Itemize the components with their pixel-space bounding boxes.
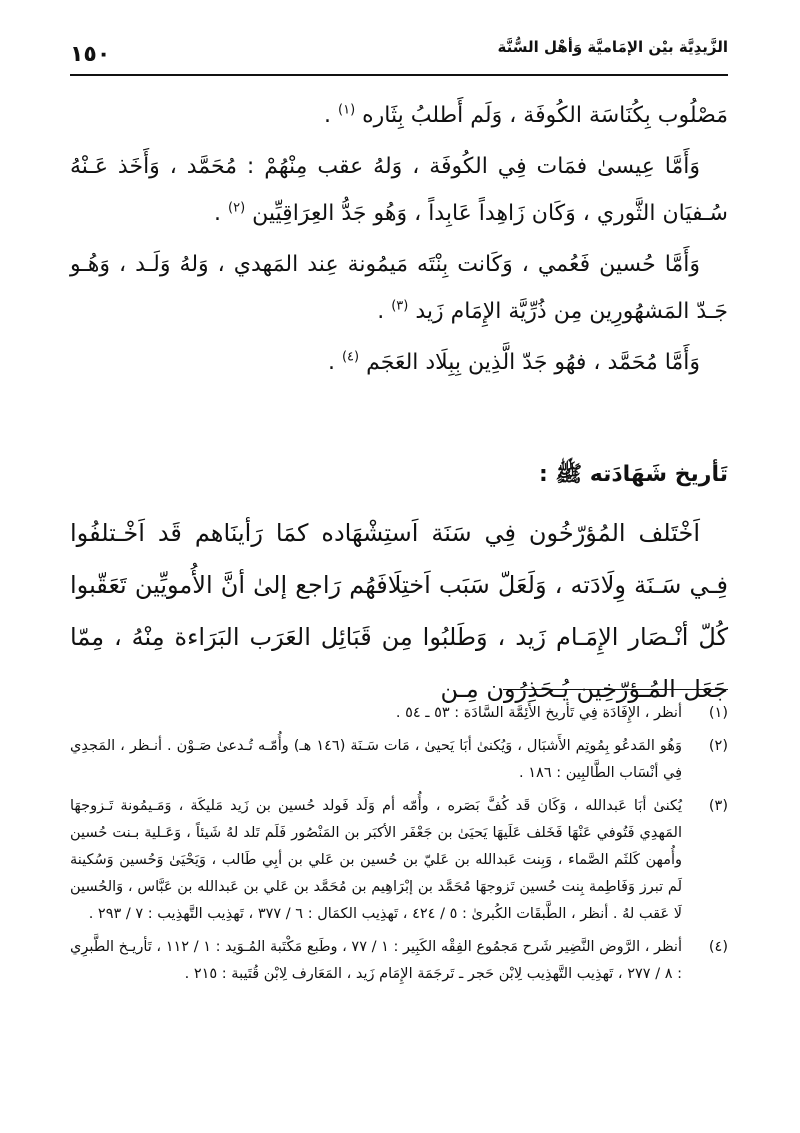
footnote-text: أنظر ، الرَّوض النَّضِير شَرح مَجمُوع الفِقْه الكَبِير : ١ / ٧٧ ، وطَبع مَكْتَبة المُـوَيد : ١ / ١١٢ ، تَأريـخ الطَّبرِي : ٨ / ٢٧٧ ، تَهذِيب التَّهذِيب لِابْن حَجر ـ تَرجَمَة الإِمَام زَيد ، المَعَارف لِابْن قُتَيبة : ٢١٥ .: [70, 939, 682, 982]
paragraph: وَأَمَّا حُسين فَعُمي ، وَكَانت بِنْتَه مَيمُونة عِند المَهدي ، وَلهُ وَلَـد ، وَهُـو جَـدّ المَشهُورِين مِن ذُرِّيَّة الإِمَام زَيد $^{(٣)}$ .: [70, 252, 728, 324]
paragraph: وَأَمَّا مُحَمَّد ، فهُو جَدّ الَّذِين بِبِلَاد العَجَم $^{(٤)}$ .: [327, 349, 700, 375]
footnote: [70, 700, 728, 727]
paragraph: اَخْتَلف المُؤرّخُون فِي سَنَة اَستِشْهَاده كمَا رَأينَاهم قَد اَخْـتلفُوا فِـي سَـنَة وِلَادَته ، وَلَعَلّ سَبَب اَختِلَافَهُم رَاجع إلىٰ أنَّ الأُمويِّين تَعَقّبوا كُلّ أنْـصَار الإِمَـام زَيد ، وَطَلبُوا مِن قَبَائِل العَرَب البَرَاءة مِنْهُ ، مِمّا جَعَل المُـؤرّخِين يُـحَذِرُون مِـن: [70, 519, 728, 703]
footnote-ref[interactable]: (١): [338, 102, 356, 118]
footnote-number: (٣): [708, 798, 728, 814]
footnote-number: (٤): [708, 939, 728, 955]
footnote: [70, 733, 728, 787]
footnotes: [70, 700, 728, 994]
footnote-separator: [503, 689, 728, 690]
footnote-text: أنظر ، الإِفَادَة فِي تَأريخ الأَئِمَّة السَّادَة : ٥٣ ـ ٥٤ .: [395, 705, 682, 721]
footnote-text: وَهُو المَدعُو بِمُوتِم الأَشبَال ، وَيُكنىٰ أبَا يَحيىٰ ، مَات سَـنَة (١٤٦ هـ) وأُمّـه تُـدعىٰ صَـوْن . أنـظر ، المَجدِي فِي أنْسَاب الطَّالبِين : ١٨٦ .: [70, 738, 682, 781]
paragraph: مَصْلُوب بِكُنَاسَة الكُوفَة ، وَلَم أَطلبُ بِثَاره $^{(١)}$ .: [324, 102, 728, 128]
section-martyrdom-date: [70, 455, 728, 715]
running-title: الزَّيدِيَّة بيْن الإمَاميَّة وَأهْل السُّنَّة: [497, 38, 728, 56]
footnote-ref[interactable]: (٤): [341, 349, 360, 365]
paragraph: وَأَمَّا عِيسىٰ فمَات فِي الكُوفَة ، وَلهُ عقب مِنْهُمْ : مُحَمَّد ، وَأَخَذ عَـنْهُ سُـفيَان الثَّوري ، وَكَان زَاهِداً عَابِداً ، وَهُو جَدُّ العِرَاقِيِّين $^{(٢)}$ .: [70, 154, 728, 226]
footnote: [70, 793, 728, 928]
running-header: [70, 32, 728, 76]
main-text: [70, 92, 728, 386]
footnote-text: يُكنىٰ أبَا عَبدالله ، وَكَان قَد كُفَّ بَصَره ، وأُمّه أم وَلَد فَولد حُسين بن زَيد مَليكَة ، وَمَـيمُونة تَـزوجهَا المَهدِي فَتُوفي عَنْهَا فَخَلف عَلَيهَا يَحيَىٰ بن جَعْفَر الأكبَر بن المَنْصُور فَلَم تَلد لهُ شَيئاً ، وَعَـلية بـنت حُسين وأُمهن كَلثَم الصَّماء ، وَبِنت عَبدالله بن عَليّ بن حُسين بن عَلي بن أبِي طَالب ، وَيَحْيَىٰ وَحُسين وَسُكينة لَم تبرز وَفَاطِمة بِنت حُسين تَزوجهَا مُحَمَّد بن إبْرَاهِيم بن مُحَمَّد بن عَلي بن عَبدالله بن عَبَّاس ، وَالحُسين لَا عَقب لهُ . أنظر ، الطَّبقَات الكُبرىٰ : ٥ / ٤٢٤ ، تَهذِيب الكمَال : ٦ / ٣٧٧ ، تَهذِيب التَّهذِيب : ٧ / ٢٩٣ .: [70, 798, 682, 922]
footnote-ref[interactable]: (٢): [228, 200, 246, 216]
footnote-number: (٢): [708, 738, 728, 754]
footnote: [70, 934, 728, 988]
section-heading: تَأريخ شَهَادَته ﷺ :: [539, 462, 728, 487]
footnote-ref[interactable]: (٣): [391, 298, 409, 314]
page-number: ١٥٠: [70, 42, 111, 67]
footnote-number: (١): [708, 705, 728, 721]
